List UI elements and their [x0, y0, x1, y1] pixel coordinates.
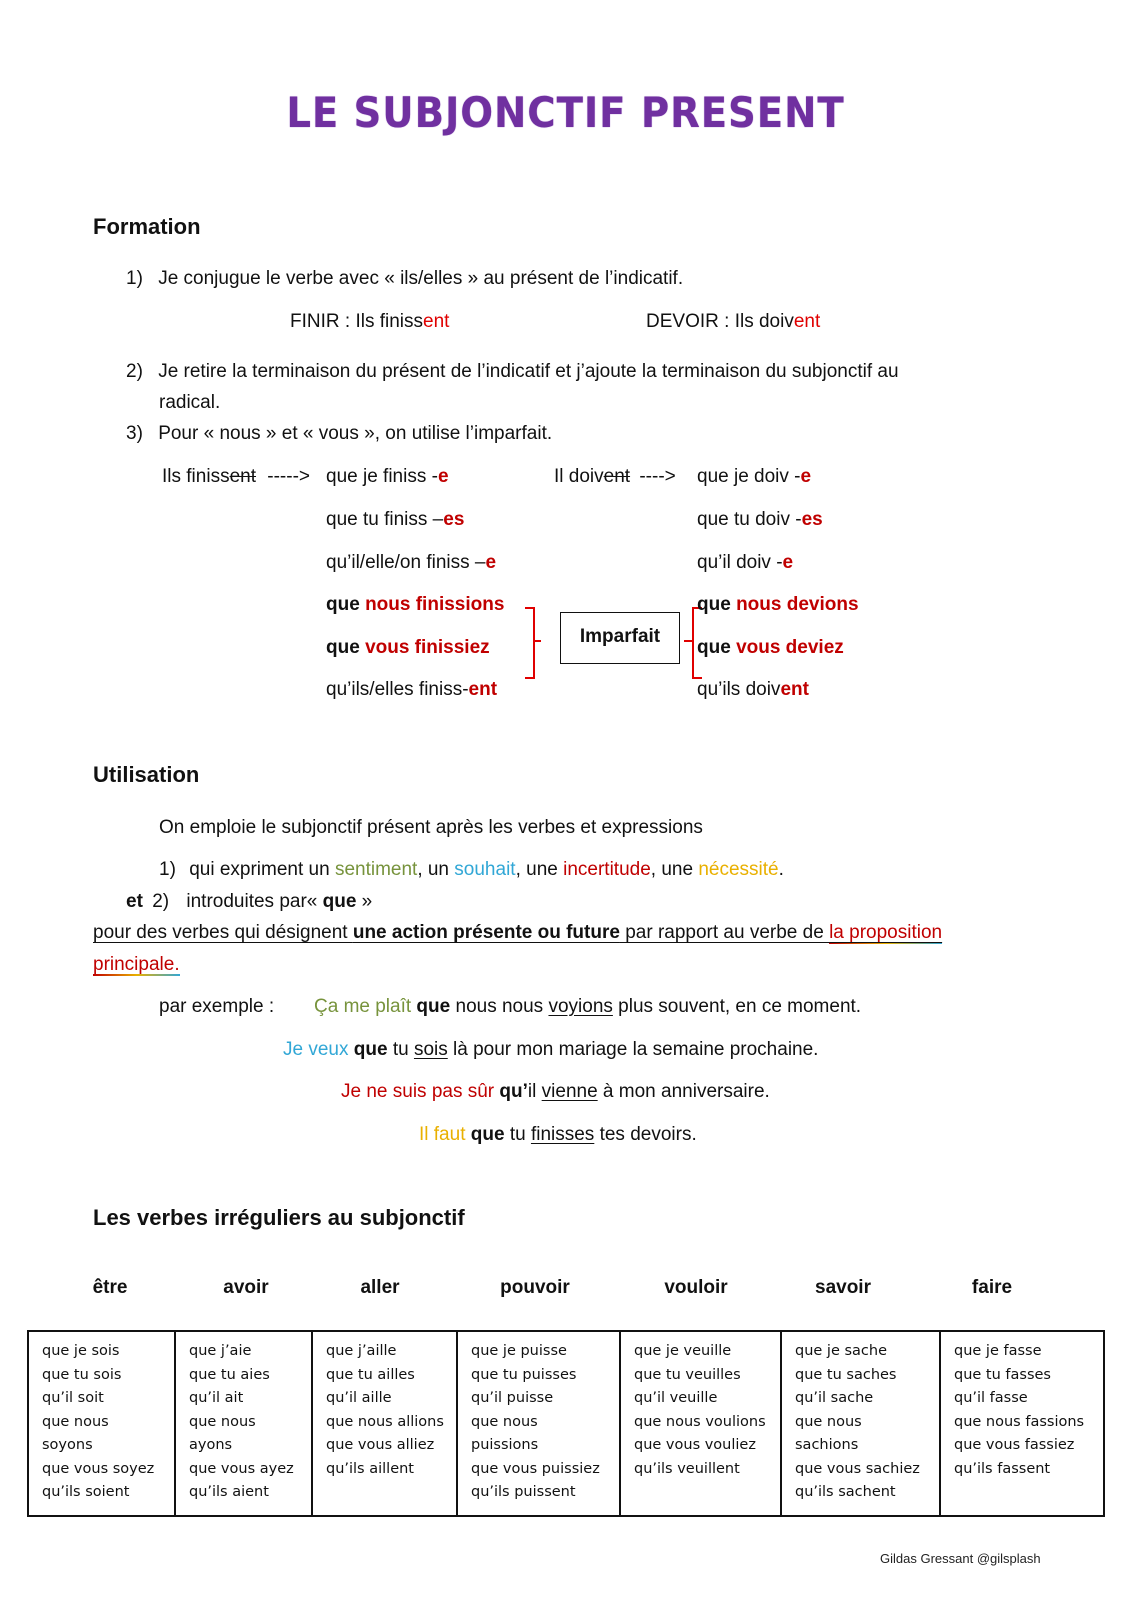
- verb-form: qu’ils sachent: [795, 1484, 896, 1500]
- verb-form: qu’il soit: [42, 1390, 104, 1406]
- verb-column-faire: [940, 1331, 1104, 1516]
- verb-form: que tu fasses: [954, 1366, 1051, 1383]
- left-row-3: [326, 552, 496, 574]
- verb-form: qu’il veuille: [634, 1390, 718, 1406]
- verb-form: que je puisse: [471, 1343, 567, 1359]
- verb-form: qu’il aille: [326, 1390, 392, 1406]
- verb-form: que vous soyez: [42, 1460, 155, 1477]
- conj-stem: que tu finiss –: [326, 509, 444, 530]
- imparfait-form: nous finissions: [365, 594, 505, 615]
- que: que: [697, 594, 737, 615]
- verb-form: que je sache: [795, 1343, 888, 1359]
- verb-form: qu’ils aillent: [326, 1460, 414, 1477]
- que: qu’: [494, 1081, 528, 1102]
- que: que: [348, 1039, 388, 1060]
- text: plus souvent, en ce moment.: [612, 996, 862, 1017]
- source-stem: Ils finiss: [162, 466, 230, 487]
- conj-stem: qu’ils doiv: [697, 679, 781, 700]
- verb-form: que vous sachiez: [795, 1460, 920, 1477]
- verb-form: que nous fassions: [954, 1413, 1085, 1430]
- left-source: [162, 466, 310, 488]
- source-struck-ending: ent: [229, 466, 256, 487]
- step-3-number: 3): [126, 423, 143, 444]
- text: introduites par«: [186, 891, 323, 912]
- step-1-text: Je conjugue le verbe avec « ils/elles » au présent de l’indicatif.: [158, 268, 684, 289]
- examples-label: par exemple :: [159, 996, 275, 1017]
- keyword-souhait: souhait: [454, 859, 516, 880]
- que: que: [411, 996, 451, 1017]
- step-3: [126, 423, 552, 445]
- irregular-verbs-table: [27, 1330, 1105, 1517]
- verb-form: que tu aies: [189, 1366, 270, 1383]
- text: tu: [504, 1124, 531, 1145]
- right-row-5: [697, 637, 844, 659]
- verb-form: que nous sachions: [795, 1413, 862, 1453]
- verb-column-avoir: [175, 1331, 312, 1516]
- example-ending: ent: [793, 311, 821, 332]
- subjunctive-verb: voyions: [548, 996, 613, 1017]
- arrow: ---->: [639, 466, 676, 487]
- step-1: [126, 268, 683, 290]
- step-2-continuation: radical.: [159, 392, 221, 413]
- verb-header-aller: aller: [360, 1277, 400, 1298]
- subjunctive-verb: vienne: [541, 1081, 598, 1102]
- verb-form: que tu sois: [42, 1366, 122, 1383]
- text: nous nous: [450, 996, 549, 1017]
- trigger: Je ne suis pas sûr: [341, 1081, 495, 1102]
- verb-form: que vous alliez: [326, 1437, 435, 1453]
- text: , un: [417, 859, 455, 880]
- que: que: [326, 594, 366, 615]
- text: la proposition: [829, 922, 943, 943]
- utilisation-heading: Utilisation: [93, 762, 200, 787]
- conj-stem: que je doiv -: [697, 466, 801, 487]
- verb-header-etre: être: [92, 1277, 128, 1298]
- example-sentence: [419, 1124, 697, 1146]
- conj-ending: es: [801, 509, 823, 530]
- rule-emphasis: une action présente ou future: [352, 922, 620, 943]
- text: tes devoirs.: [594, 1124, 697, 1145]
- rule-link: [829, 922, 942, 944]
- verb-form: qu’il fasse: [954, 1390, 1028, 1406]
- right-row-4: [697, 594, 859, 616]
- verb-form: que vous puissiez: [471, 1460, 600, 1477]
- irregular-heading: Les verbes irréguliers au subjonctif: [93, 1205, 465, 1230]
- verb-column-vouloir: [620, 1331, 781, 1516]
- point-number: 2): [152, 891, 170, 912]
- text: qui expriment un: [189, 859, 335, 880]
- left-row-1: [326, 466, 449, 488]
- verb-column-pouvoir: [457, 1331, 620, 1516]
- verb-column-aller: [312, 1331, 457, 1516]
- example-sentence: [341, 1081, 770, 1103]
- verb-form: que nous ayons: [189, 1413, 256, 1453]
- conj-ending: ent: [780, 679, 809, 700]
- usage-rule: [93, 922, 942, 944]
- text: il: [527, 1081, 542, 1102]
- right-row-6: [697, 679, 809, 701]
- text: principale.: [93, 954, 180, 975]
- utilisation-intro: On emploie le subjonctif présent après les verbes et expressions: [159, 817, 703, 838]
- left-row-5: [326, 637, 490, 659]
- et-label: et: [126, 891, 143, 912]
- table-row: [28, 1331, 1104, 1516]
- imparfait-box: Imparfait: [560, 612, 680, 664]
- conj-ending: es: [443, 509, 465, 530]
- verb-header-vouloir: vouloir: [664, 1277, 728, 1298]
- text: là pour mon mariage la semaine prochaine.: [447, 1039, 819, 1060]
- keyword-incertitude: incertitude: [563, 859, 651, 880]
- verb-form: que nous voulions: [634, 1413, 766, 1430]
- verb-header-avoir: avoir: [223, 1277, 269, 1298]
- right-row-3: [697, 552, 793, 574]
- verb-header-savoir: savoir: [815, 1277, 871, 1298]
- right-brace-tip: [533, 640, 541, 642]
- conj-ending: e: [782, 552, 794, 573]
- left-row-2: [326, 509, 464, 531]
- text: .: [778, 859, 784, 880]
- subjunctive-verb: sois: [413, 1039, 448, 1060]
- verb-column-savoir: [781, 1331, 940, 1516]
- example-finir: [290, 311, 449, 333]
- conj-stem: qu’ils/elles finiss-: [326, 679, 469, 700]
- keyword-necessite: nécessité: [698, 859, 779, 880]
- left-row-6: [326, 679, 497, 701]
- source-struck-ending: ent: [603, 466, 631, 487]
- example-label: FINIR :: [290, 311, 356, 332]
- step-2-text: Je retire la terminaison du présent de l’indicatif et j’ajoute la terminaison du subjonctif au: [158, 361, 899, 382]
- conj-ending: e: [800, 466, 812, 487]
- conj-ending: ent: [468, 679, 498, 700]
- verb-form: que vous vouliez: [634, 1437, 756, 1453]
- verb-form: que tu veuilles: [634, 1366, 741, 1383]
- verb-form: que vous fassiez: [954, 1437, 1075, 1453]
- conj-ending: e: [485, 552, 497, 573]
- que: que: [697, 637, 737, 658]
- step-2: [126, 361, 899, 383]
- example-ending: ent: [423, 311, 450, 332]
- left-row-4: [326, 594, 504, 616]
- imparfait-form: vous deviez: [736, 637, 844, 658]
- source-stem: Il doiv: [554, 466, 604, 487]
- verb-form: que tu saches: [795, 1366, 897, 1383]
- trigger: Il faut: [419, 1124, 466, 1145]
- usage-point-1: [159, 859, 784, 881]
- imparfait-form: nous devions: [736, 594, 859, 615]
- que: que: [465, 1124, 505, 1145]
- usage-rule-continuation: [93, 954, 180, 976]
- subjunctive-verb: finisses: [530, 1124, 595, 1145]
- rule-link: [93, 954, 180, 976]
- text: , une: [650, 859, 699, 880]
- step-3-text: Pour « nous » et « vous », on utilise l’imparfait.: [158, 423, 553, 444]
- text: à mon anniversaire.: [597, 1081, 770, 1102]
- verb-form: que nous puissions: [471, 1413, 539, 1453]
- trigger: Ça me plaît: [314, 996, 412, 1017]
- usage-point-2: [126, 891, 372, 913]
- verb-form: qu’il ait: [189, 1390, 244, 1406]
- verb-form: que vous ayez: [189, 1460, 294, 1477]
- verb-form: que j’aie: [189, 1343, 252, 1359]
- text: »: [356, 891, 373, 912]
- verb-header-pouvoir: pouvoir: [500, 1277, 570, 1298]
- verb-form: qu’il puisse: [471, 1390, 554, 1406]
- conj-stem: qu’il doiv -: [697, 552, 783, 573]
- arrow: ----->: [267, 466, 311, 487]
- conj-stem: que je finiss -: [326, 466, 438, 487]
- verb-form: qu’il sache: [795, 1390, 874, 1406]
- verb-form: que tu ailles: [326, 1366, 415, 1383]
- text: par rapport au verbe de: [619, 922, 830, 943]
- verb-form: qu’ils aient: [189, 1484, 269, 1500]
- step-1-number: 1): [126, 268, 143, 289]
- trigger: Je veux: [283, 1039, 349, 1060]
- example-sentence: [283, 1039, 818, 1061]
- text: pour des verbes qui désignent: [93, 922, 353, 943]
- step-2-number: 2): [126, 361, 143, 382]
- que: que: [326, 637, 366, 658]
- verb-header-faire: faire: [971, 1277, 1013, 1298]
- verb-form: que nous allions: [326, 1413, 444, 1430]
- formation-heading: Formation: [93, 214, 201, 239]
- verb-form: que je fasse: [954, 1343, 1042, 1359]
- example-stem: Ils finiss: [355, 311, 424, 332]
- conj-stem: qu’il/elle/on finiss –: [326, 552, 486, 573]
- left-brace-tip: [684, 640, 692, 642]
- verb-form: que j’aille: [326, 1343, 397, 1359]
- conj-stem: que tu doiv -: [697, 509, 802, 530]
- conj-ending: e: [437, 466, 449, 487]
- verb-form: que tu puisses: [471, 1366, 577, 1383]
- verb-form: que nous soyons: [42, 1413, 109, 1453]
- que-keyword: que: [322, 891, 357, 912]
- imparfait-form: vous finissiez: [365, 637, 490, 658]
- point-number: 1): [159, 859, 176, 880]
- verb-form: que je veuille: [634, 1343, 732, 1359]
- author-credit: Gildas Gressant @gilsplash: [880, 1551, 1041, 1566]
- example-stem: Ils doiv: [734, 311, 794, 332]
- verb-form: qu’ils fassent: [954, 1460, 1051, 1477]
- example-label: DEVOIR :: [646, 311, 735, 332]
- right-row-2: [697, 509, 823, 531]
- verb-form: qu’ils puissent: [471, 1484, 576, 1500]
- verb-form: qu’ils veuillent: [634, 1460, 740, 1477]
- page-title: LE SUBJONCTIF PRESENT: [286, 88, 845, 137]
- verb-form: qu’ils soient: [42, 1484, 130, 1500]
- right-source: [554, 466, 676, 488]
- example-devoir: [646, 311, 820, 333]
- text: , une: [515, 859, 564, 880]
- right-brace-icon: [525, 607, 535, 679]
- verb-column-etre: [28, 1331, 175, 1516]
- example-sentence: [314, 996, 861, 1018]
- verb-form: que je sois: [42, 1343, 120, 1359]
- right-row-1: [697, 466, 811, 488]
- keyword-sentiment: sentiment: [334, 859, 418, 880]
- text: tu: [387, 1039, 414, 1060]
